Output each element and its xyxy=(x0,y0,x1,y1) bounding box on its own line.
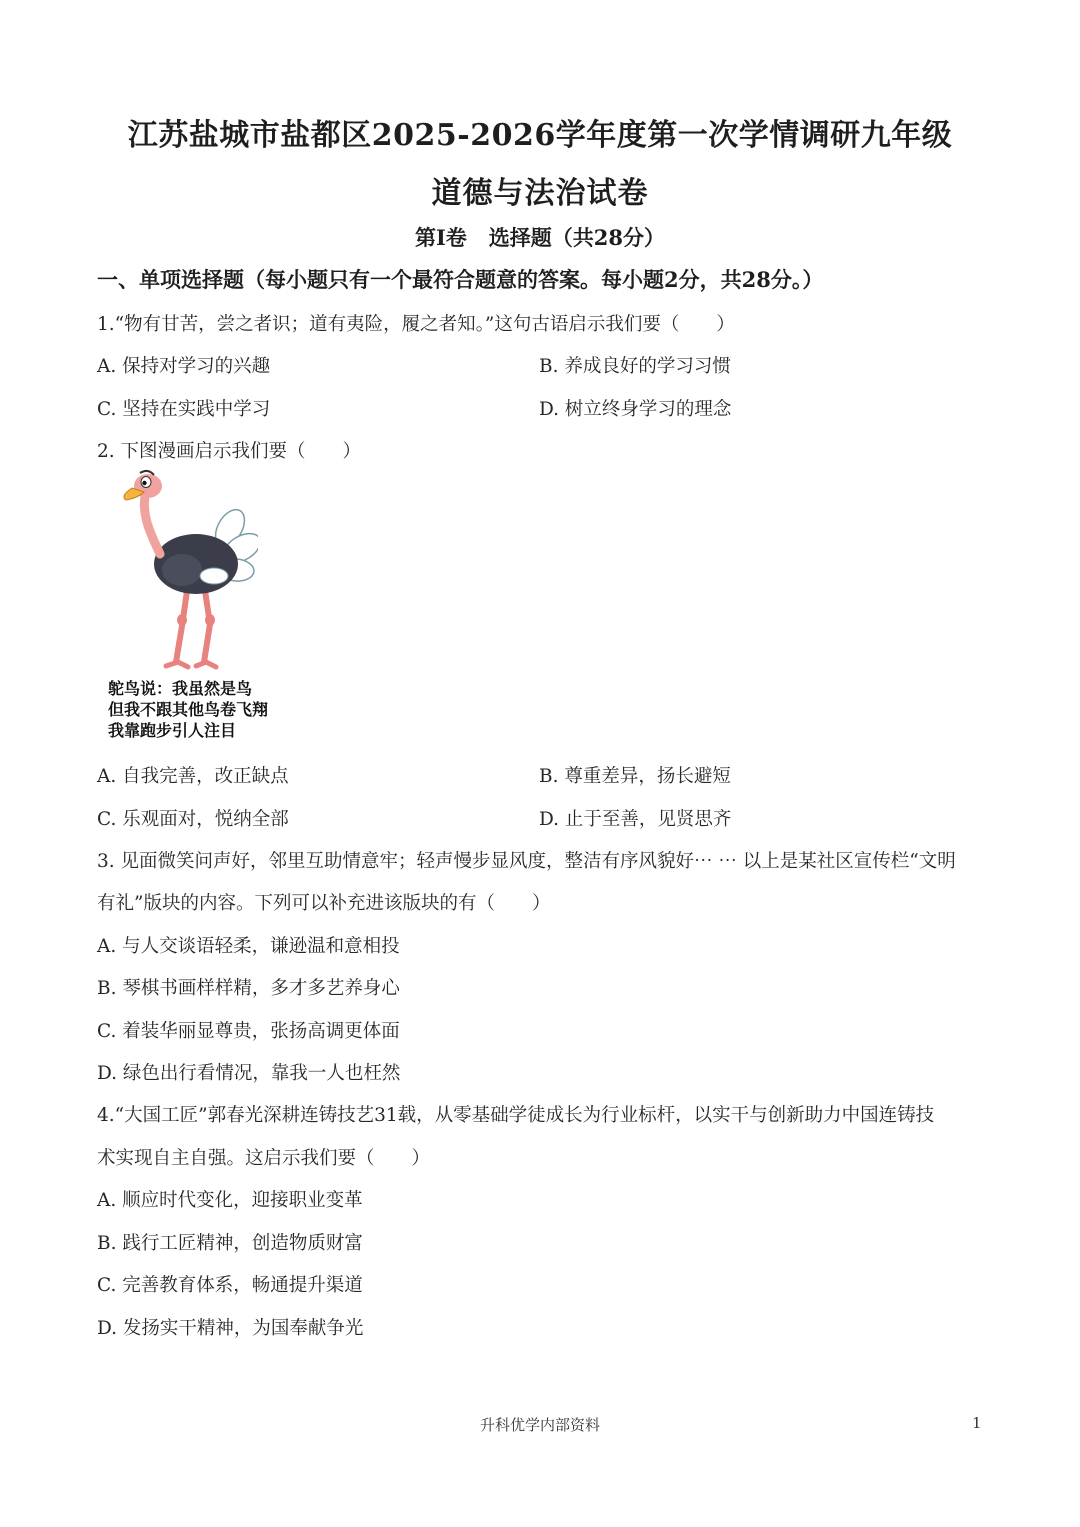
question-4-stem-line-1: 4.“大国工匠”郭春光深耕连铸技艺31载，从零基础学徒成长为行业标杆，以实干与创新助力中国连铸技 xyxy=(97,1105,935,1126)
question-3-option-b: B. 琴棋书画样样精，多才多艺养身心 xyxy=(97,978,400,999)
question-1-option-c: C. 坚持在实践中学习 xyxy=(97,399,271,420)
question-4-stem-line-2: 术实现自主自强。这启示我们要（ ） xyxy=(97,1148,431,1169)
exam-title-line1: 江苏盐城市盐都区2025-2026学年度第一次学情调研九年级 xyxy=(127,118,953,153)
section-heading: 一、单项选择题（每小题只有一个最符合题意的答案。每小题2分，共28分。） xyxy=(97,267,824,292)
question-3-option-c: C. 着装华丽显尊贵，张扬高调更体面 xyxy=(97,1021,400,1042)
question-4-option-c: C. 完善教育体系，畅通提升渠道 xyxy=(97,1275,363,1296)
volume-description: 选择题（共28分） xyxy=(488,225,666,250)
question-3-stem-line-1: 3. 见面微笑问声好，邻里互助情意牢；轻声慢步显风度，整洁有序风貌好⋯ ⋯ 以上是某社区宣传栏“文明 xyxy=(97,851,956,872)
ostrich-caption xyxy=(108,678,268,741)
caption-line-1: 鸵鸟说：我虽然是鸟 xyxy=(108,679,253,698)
question-2-stem: 2. 下图漫画启示我们要（ ） xyxy=(97,441,362,462)
question-2-option-d: D. 止于至善，见贤思齐 xyxy=(539,809,732,830)
exam-title-line2: 道德与法治试卷 xyxy=(431,176,649,211)
ostrich-cartoon-illustration xyxy=(118,466,258,676)
question-3-stem-line-2: 有礼”版块的内容。下列可以补充进该版块的有（ ） xyxy=(97,893,551,914)
question-4-option-d: D. 发扬实干精神，为国奉献争光 xyxy=(97,1318,364,1339)
question-3-option-a: A. 与人交谈语轻柔，谦逊温和意相投 xyxy=(97,936,400,957)
volume-label: 第Ⅰ卷 xyxy=(414,225,467,250)
question-1-option-a: A. 保持对学习的兴趣 xyxy=(97,356,271,377)
question-2-option-a: A. 自我完善，改正缺点 xyxy=(97,766,289,787)
question-3-option-d: D. 绿色出行看情况，靠我一人也枉然 xyxy=(97,1063,401,1084)
question-1-option-b: B. 养成良好的学习习惯 xyxy=(539,356,731,377)
page-footer: 升科优学内部资料 xyxy=(479,1416,600,1434)
question-4-option-a: A. 顺应时代变化，迎接职业变革 xyxy=(97,1190,363,1211)
question-1-option-d: D. 树立终身学习的理念 xyxy=(539,399,732,420)
volume-heading xyxy=(0,222,1080,252)
question-1-stem: 1.“物有甘苦，尝之者识；道有夷险，履之者知。”这句古语启示我们要（ ） xyxy=(97,314,735,335)
question-4-option-b: B. 践行工匠精神，创造物质财富 xyxy=(97,1233,363,1254)
caption-line-2: 但我不跟其他鸟卷飞翔 xyxy=(108,700,269,719)
page-number: 1 xyxy=(972,1414,982,1432)
question-2-option-c: C. 乐观面对，悦纳全部 xyxy=(97,809,289,830)
question-2-option-b: B. 尊重差异，扬长避短 xyxy=(539,766,731,787)
caption-line-3: 我靠跑步引人注目 xyxy=(108,721,237,740)
